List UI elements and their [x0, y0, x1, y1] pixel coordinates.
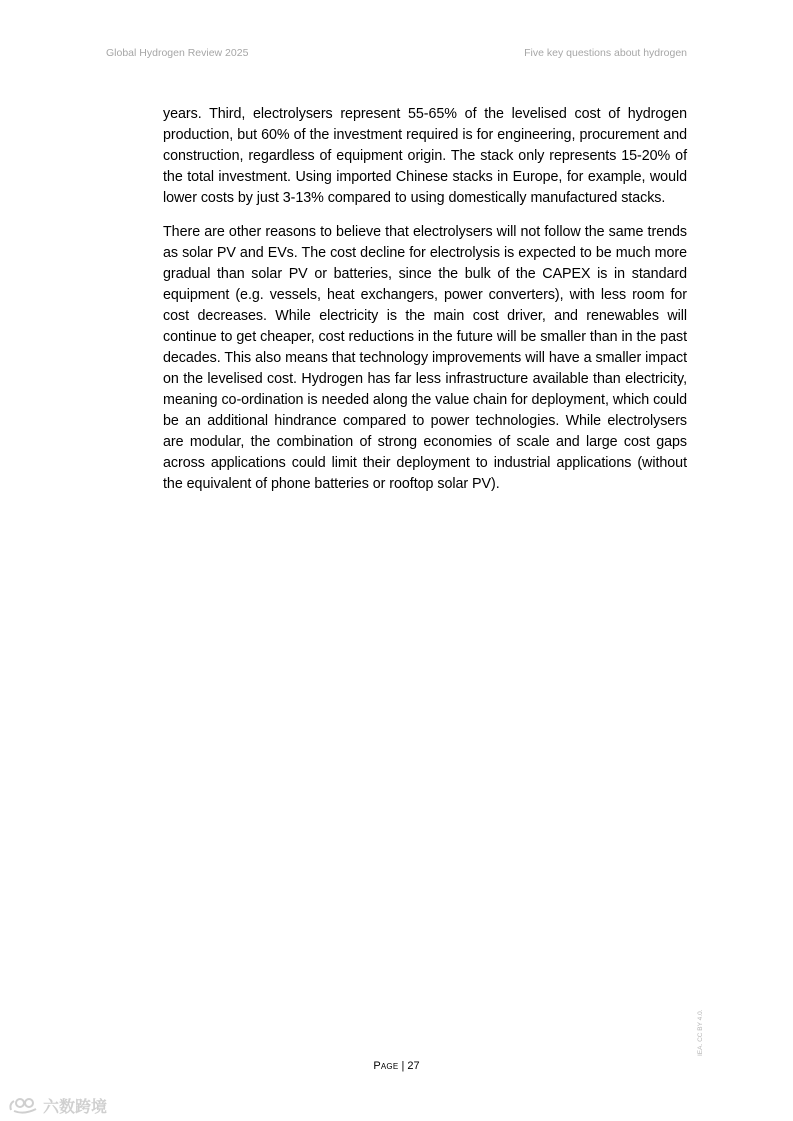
page-label: Page	[373, 1060, 399, 1072]
page-separator: |	[401, 1060, 405, 1072]
watermark-logo-icon	[8, 1095, 40, 1115]
watermark	[8, 1094, 107, 1116]
page-number: 27	[407, 1060, 420, 1072]
paragraph-1: years. Third, electrolysers represent 55-65% of the levelised cost of hydrogen production, but 60% of the investment required is for engineering, procurement and construction, regardless of equipment origin. The stack only represents 15-20% of the total investment. Using imported Chinese stacks in Europe, for example, would lower costs by just 3-13% compared to using domestically manufactured stacks.	[163, 106, 687, 206]
running-header-left: Global Hydrogen Review 2025	[106, 47, 249, 59]
watermark-text: 六数跨境	[43, 1096, 108, 1116]
license-notice: IEA. CC BY 4.0.	[697, 1009, 704, 1056]
body-text	[163, 104, 687, 508]
paragraph-2: There are other reasons to believe that electrolysers will not follow the same trends as solar PV and EVs. The cost decline for electrolysis is expected to be much more gradual than solar PV or batteries, since the bulk of the CAPEX is in standard equipment (e.g. vessels, heat exchangers, power converters), with less room for cost decreases. While electricity is the main cost driver, and renewables will continue to get cheaper, cost reductions in the future will be smaller than in the past decades. This also means that technology improvements will have a smaller impact on the levelised cost. Hydrogen has far less infrastructure available than electricity, meaning co-ordination is needed along the value chain for deployment, which could be an additional hindrance compared to power technologies. While electrolysers are modular, the combination of strong economies of scale and large cost gaps across applications could limit their deployment to industrial applications (without the equivalent of phone batteries or rooftop solar PV).	[163, 224, 687, 492]
page-number-footer	[0, 1060, 793, 1072]
running-header-right: Five key questions about hydrogen	[524, 47, 687, 59]
